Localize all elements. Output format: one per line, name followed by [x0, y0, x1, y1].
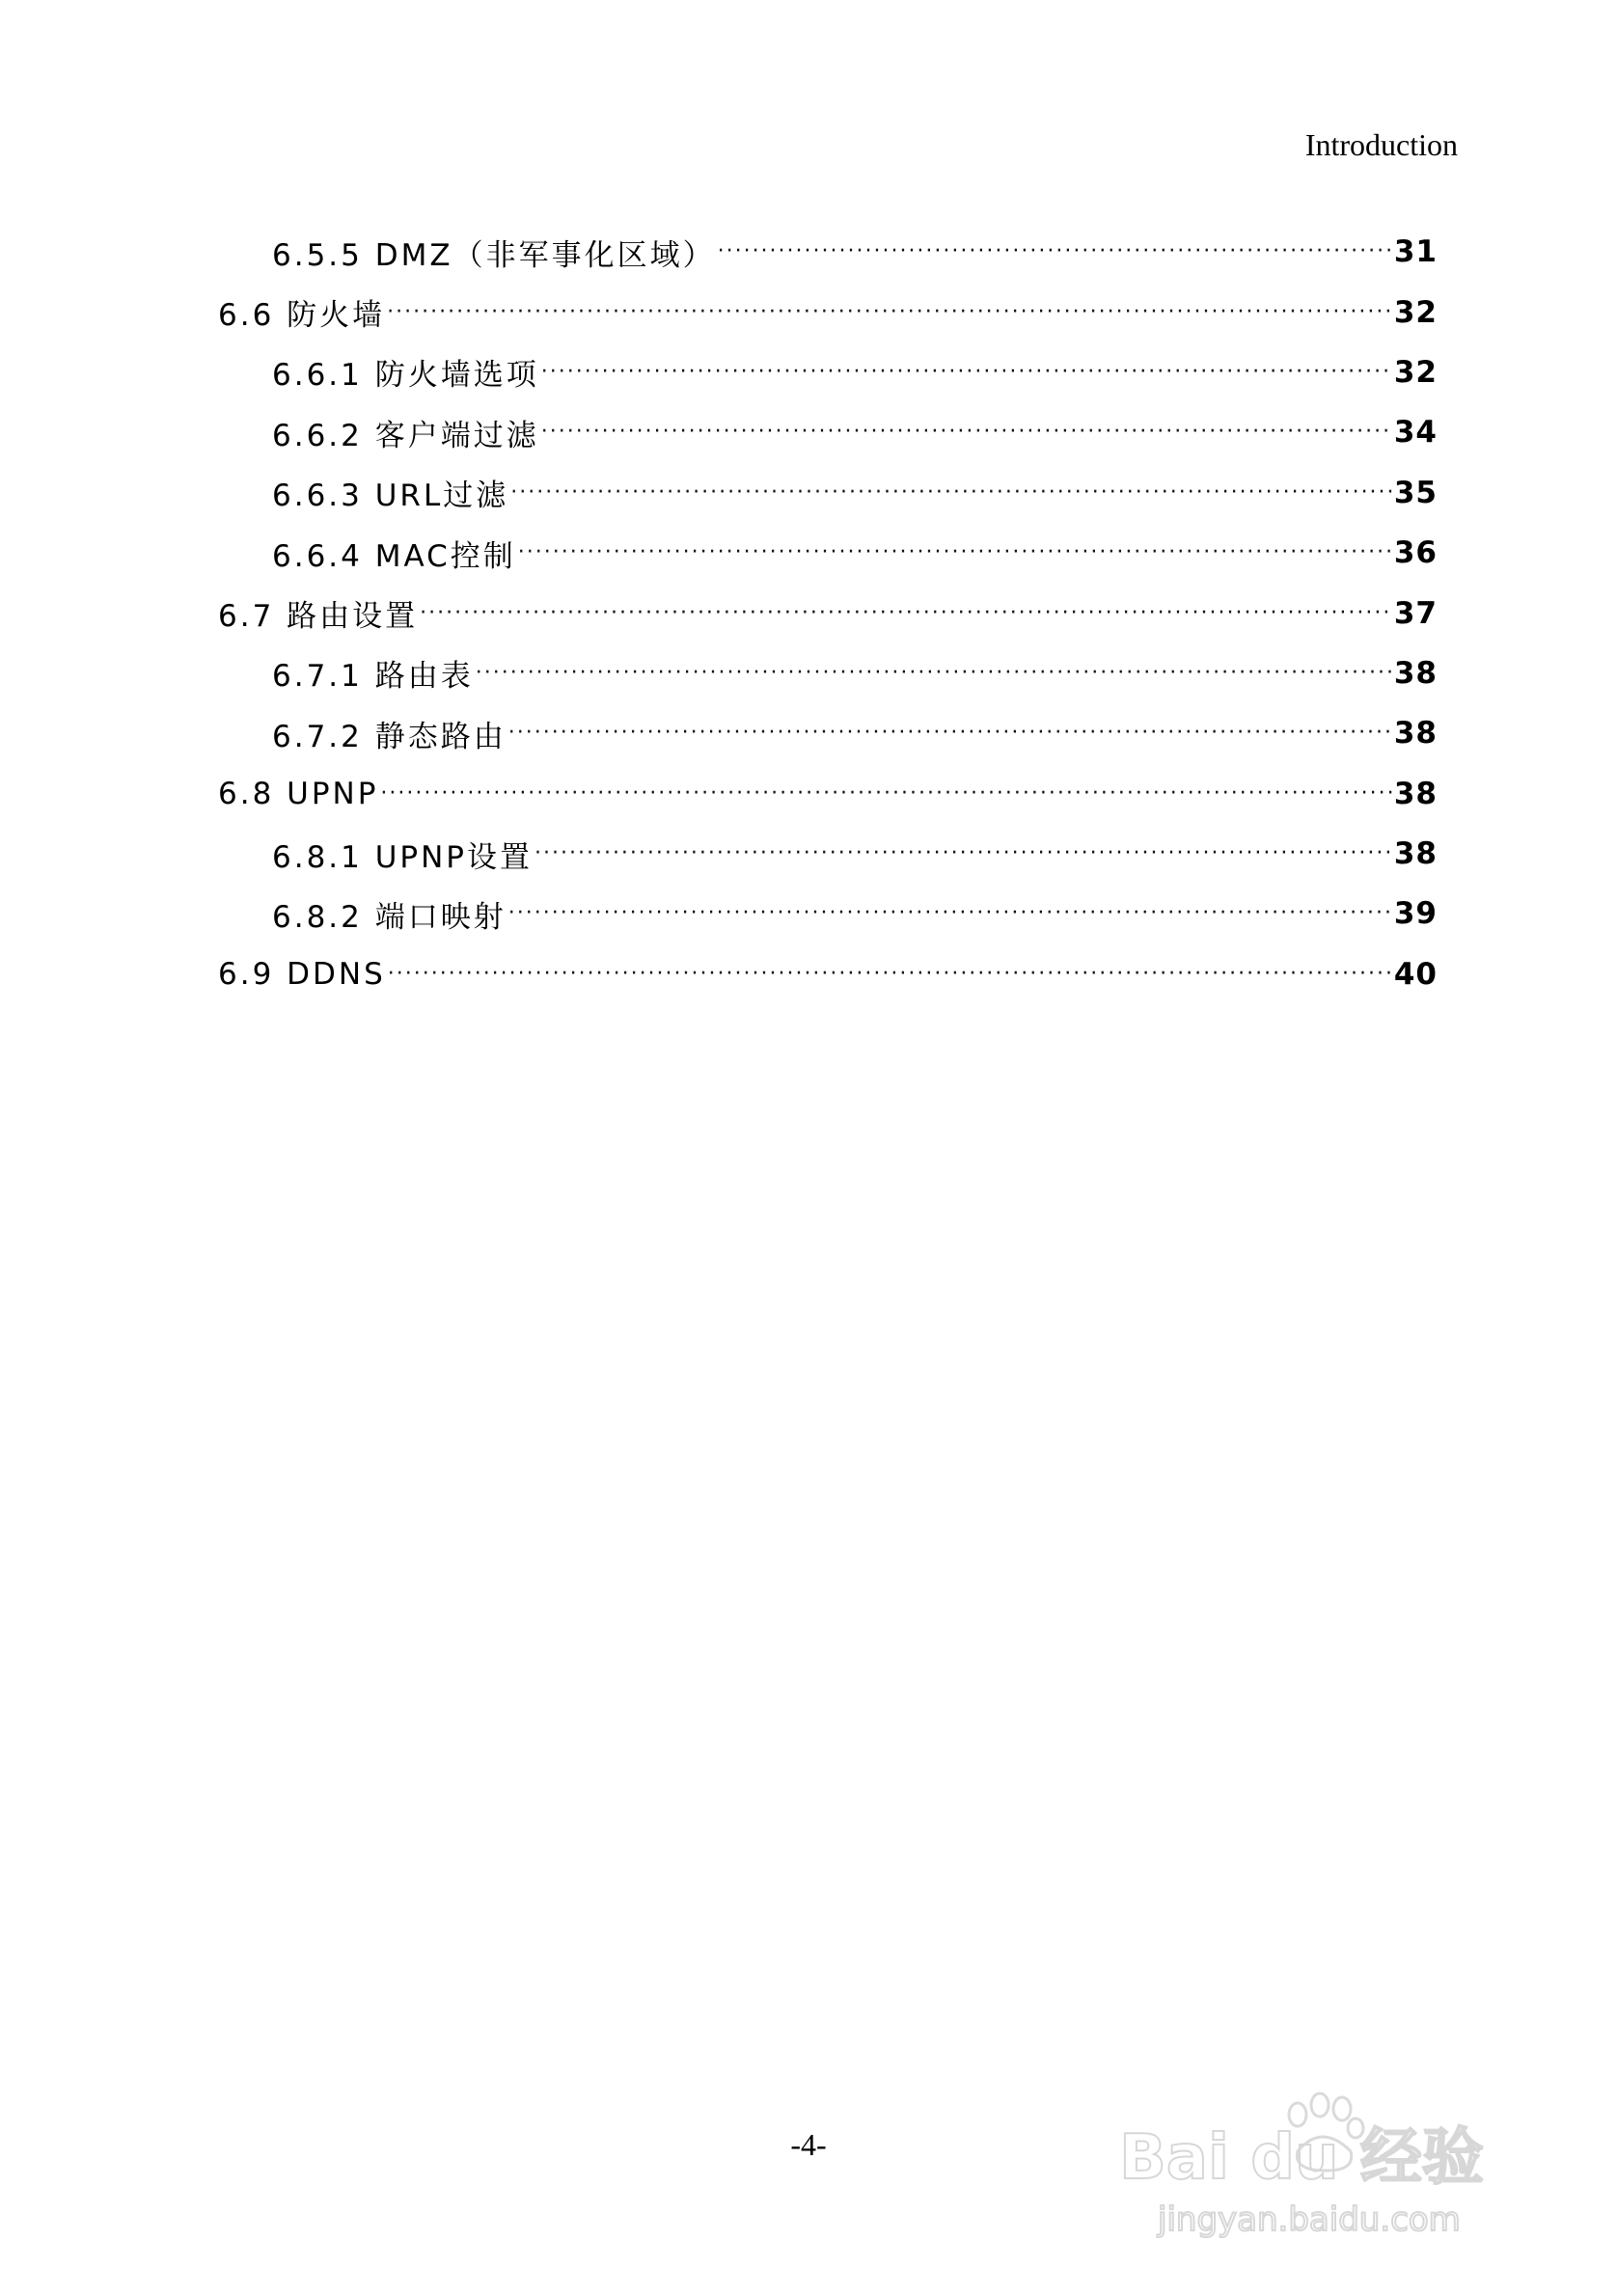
toc-entry-page: 38 [1393, 655, 1438, 691]
toc-dot-leader [718, 241, 1392, 262]
toc-dot-leader [476, 663, 1392, 684]
toc-entry-title: 6.8 UPNP [218, 776, 379, 811]
toc-entry-title: 6.6 防火墙 [218, 298, 386, 334]
toc-entry-title: 6.9 DDNS [218, 956, 386, 992]
toc-entry-title: 6.6.3 URL过滤 [272, 478, 509, 514]
toc-entry-title: 6.6.2 客户端过滤 [272, 418, 539, 453]
toc-entry[interactable] [218, 282, 1438, 342]
toc-entry[interactable] [218, 523, 1438, 583]
toc-entry[interactable] [218, 463, 1438, 523]
toc-entry-page: 35 [1393, 475, 1438, 510]
toc-dot-leader [518, 542, 1392, 563]
toc-entry-title: 6.6.4 MAC控制 [272, 538, 516, 574]
toc-dot-leader [420, 603, 1392, 624]
toc-entry[interactable] [218, 342, 1438, 402]
toc-dot-leader [387, 302, 1392, 323]
toc-entry-page: 34 [1393, 415, 1438, 451]
toc-entry-page: 38 [1393, 776, 1438, 811]
toc-entry-title: 6.8.2 端口映射 [272, 899, 507, 935]
toc-dot-leader [508, 903, 1392, 924]
toc-entry[interactable] [218, 402, 1438, 462]
toc-dot-leader [380, 783, 1391, 805]
toc-entry-title: 6.6.1 防火墙选项 [272, 358, 539, 394]
toc-entry-title: 6.7.1 路由表 [272, 659, 474, 695]
toc-entry-page: 37 [1393, 595, 1438, 631]
watermark-logo-text: Bai du 经验 [1119, 2122, 1484, 2194]
toc-entry[interactable] [218, 824, 1438, 884]
toc-dot-leader [541, 362, 1392, 383]
toc-entry-page: 31 [1393, 234, 1438, 270]
toc-entry-page: 38 [1393, 716, 1438, 752]
toc-entry-title: 6.5.5 DMZ（非军事化区域） [272, 237, 716, 273]
toc-entry[interactable] [218, 703, 1438, 763]
page-header-title: Introduction [1304, 127, 1458, 162]
toc-entry-title: 6.7 路由设置 [218, 599, 419, 635]
page-number: -4- [790, 2127, 827, 2162]
baidu-jingyan-watermark [1100, 2055, 1524, 2248]
toc-entry-title: 6.8.1 UPNP设置 [272, 839, 533, 875]
toc-entry[interactable] [218, 884, 1438, 943]
toc-dot-leader [388, 964, 1392, 985]
table-of-contents [218, 222, 1438, 1004]
toc-entry-page: 36 [1393, 535, 1438, 571]
toc-entry-page: 39 [1393, 896, 1438, 932]
toc-entry-title: 6.7.2 静态路由 [272, 719, 507, 754]
watermark-url-text: jingyan.baidu.com [1158, 2200, 1461, 2239]
toc-entry-page: 32 [1393, 354, 1438, 390]
toc-dot-leader [541, 422, 1392, 443]
toc-entry-page: 38 [1393, 836, 1438, 872]
toc-dot-leader [508, 723, 1392, 744]
toc-dot-leader [534, 843, 1392, 864]
toc-entry[interactable] [218, 583, 1438, 642]
toc-dot-leader [510, 482, 1392, 504]
toc-entry[interactable] [218, 222, 1438, 282]
toc-entry[interactable] [218, 764, 1438, 824]
toc-entry[interactable] [218, 944, 1438, 1004]
toc-entry-page: 40 [1393, 956, 1438, 992]
toc-entry-page: 32 [1393, 294, 1438, 330]
toc-entry[interactable] [218, 643, 1438, 703]
